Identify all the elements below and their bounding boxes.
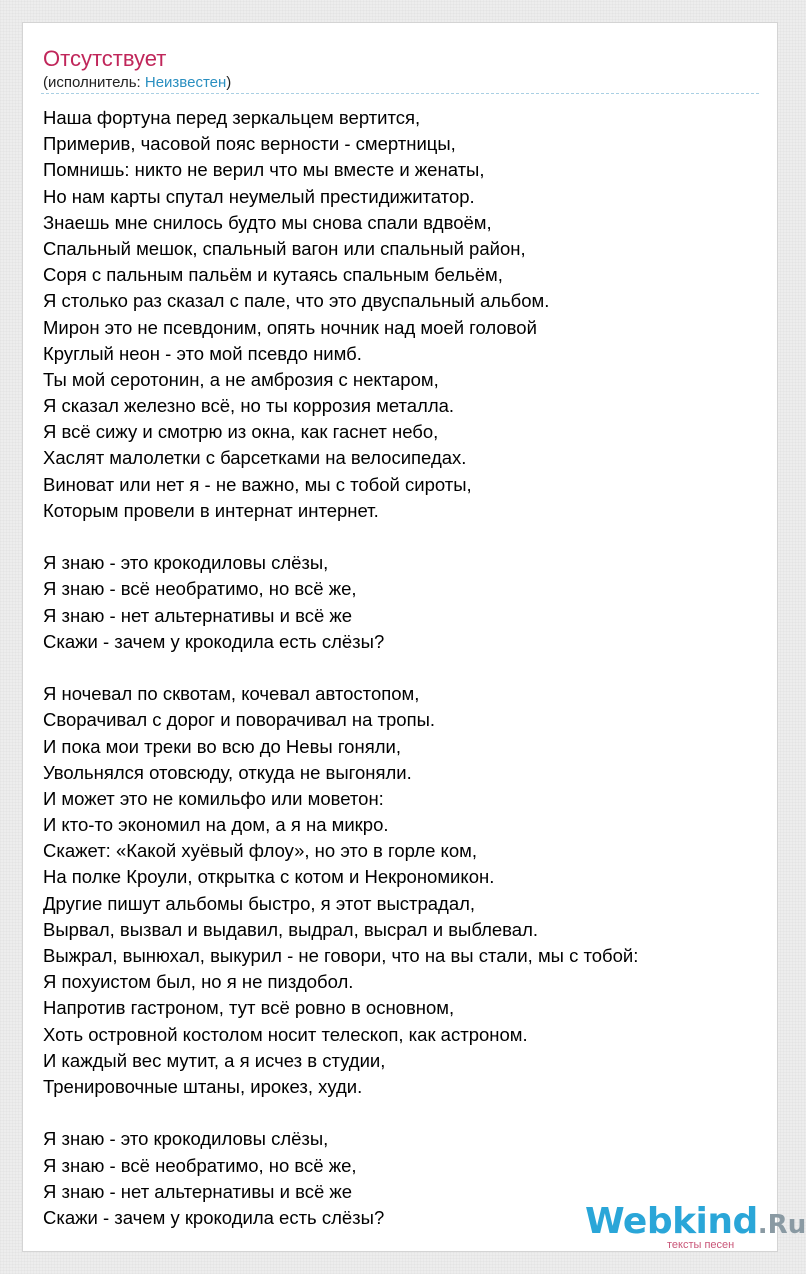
watermark-suffix: .Ru: [757, 1210, 806, 1240]
artist-label-close: ): [226, 74, 232, 91]
stanza: [43, 105, 759, 524]
site-watermark: [585, 1201, 806, 1253]
lyric-line: Скажи - зачем у крокодила есть слёзы?: [43, 630, 385, 652]
stanza-gap: [43, 655, 759, 681]
stanza-gap: [43, 1100, 759, 1126]
lyric-line: Ты мой серотонин, а не амброзия с нектаром,: [43, 368, 439, 390]
lyric-line: Напротив гастроном, тут всё ровно в основном,: [43, 997, 455, 1019]
lyrics-card: [22, 22, 806, 1252]
lyric-line: Я похуистом был, но я не пиздобол.: [43, 971, 354, 993]
lyric-line: Наша фортуна перед зеркальцем вертится,: [43, 107, 421, 128]
watermark-tagline: тексты песен: [667, 1239, 735, 1251]
lyric-line: Хоть островной костолом носит телескоп, как астроном.: [43, 1023, 528, 1045]
lyric-line: Хаслят малолетки с барсетками на велосипедах.: [43, 447, 467, 469]
lyric-line: Скажет: «Какой хуёвый флоу», но это в горле ком,: [43, 840, 477, 862]
lyric-line: Которым провели в интернат интернет.: [43, 499, 379, 521]
lyric-line: Вырвал, вызвал и выдавил, выдрал, высрал и выблевал.: [43, 918, 539, 940]
stanza: [43, 681, 759, 1100]
artist-label: (исполнитель:: [43, 74, 145, 91]
lyric-line: Я столько раз сказал с пале, что это двуспальный альбом.: [43, 290, 550, 312]
lyric-line: Я знаю - всё необратимо, но всё же,: [43, 578, 357, 600]
lyric-line: Виноват или нет я - не важно, мы с тобой сироты,: [43, 473, 472, 495]
lyric-line: И кто-то экономил на дом, а я на микро.: [43, 814, 389, 836]
lyric-line: Я ночевал по сквотам, кочевал автостопом,: [43, 683, 420, 705]
lyric-line: Я сказал железно всё, но ты коррозия металла.: [43, 395, 455, 417]
stanza-gap: [43, 524, 759, 550]
lyric-line: Скажи - зачем у крокодила есть слёзы?: [43, 1206, 385, 1228]
chorus: [43, 550, 759, 655]
lyric-line: Я знаю - нет альтернативы и всё же: [43, 604, 353, 626]
lyric-line: Примерив, часовой пояс верности - смертницы,: [43, 133, 456, 155]
lyric-line: Спальный мешок, спальный вагон или спальный район,: [43, 237, 526, 259]
lyric-line: Я знаю - это крокодиловы слёзы,: [43, 552, 329, 574]
lyric-line: Мирон это не псевдоним, опять ночник над моей головой: [43, 316, 537, 338]
lyric-line: Соря с пальным пальём и кутаясь спальным бельём,: [43, 264, 503, 286]
lyric-line: Я всё сижу и смотрю из окна, как гаснет небо,: [43, 421, 439, 443]
lyric-line: И пока мои треки во всю до Невы гоняли,: [43, 735, 401, 757]
lyric-line: Тренировочные штаны, ирокез, худи.: [43, 1075, 363, 1097]
lyric-line: И может это не комильфо или моветон:: [43, 787, 384, 809]
song-title: Отсутствует: [43, 46, 167, 71]
lyric-line: Выжрал, вынюхал, выкурил - не говори, что на вы стали, мы с тобой:: [43, 945, 639, 966]
lyric-line: Я знаю - всё необратимо, но всё же,: [43, 1154, 357, 1176]
lyric-line: Увольнялся отовсюду, откуда не выгоняли.: [43, 761, 412, 783]
lyric-line: Другие пишут альбомы быстро, я этот выстрадал,: [43, 892, 476, 914]
artist-line: [43, 74, 231, 92]
lyrics-body: [43, 105, 759, 1231]
lyric-line: Но нам карты спутал неумелый престидижитатор.: [43, 185, 475, 207]
lyric-line: Я знаю - нет альтернативы и всё же: [43, 1180, 353, 1202]
dashed-divider: [41, 93, 759, 94]
artist-link[interactable]: Неизвестен: [144, 74, 227, 91]
lyric-line: Знаешь мне снилось будто мы снова спали вдвоём,: [43, 211, 492, 233]
lyric-line: Сворачивал с дорог и поворачивал на тропы.: [43, 709, 436, 731]
lyric-line: На полке Кроули, открытка с котом и Некрономикон.: [43, 866, 495, 888]
lyric-line: Помнишь: никто не верил что мы вместе и женаты,: [43, 159, 485, 181]
lyric-line: Я знаю - это крокодиловы слёзы,: [43, 1128, 329, 1150]
lyric-line: Круглый неон - это мой псевдо нимб.: [43, 342, 362, 364]
watermark-brand: Webkind: [585, 1201, 758, 1242]
lyric-line: И каждый вес мутит, а я исчез в студии,: [43, 1049, 386, 1071]
